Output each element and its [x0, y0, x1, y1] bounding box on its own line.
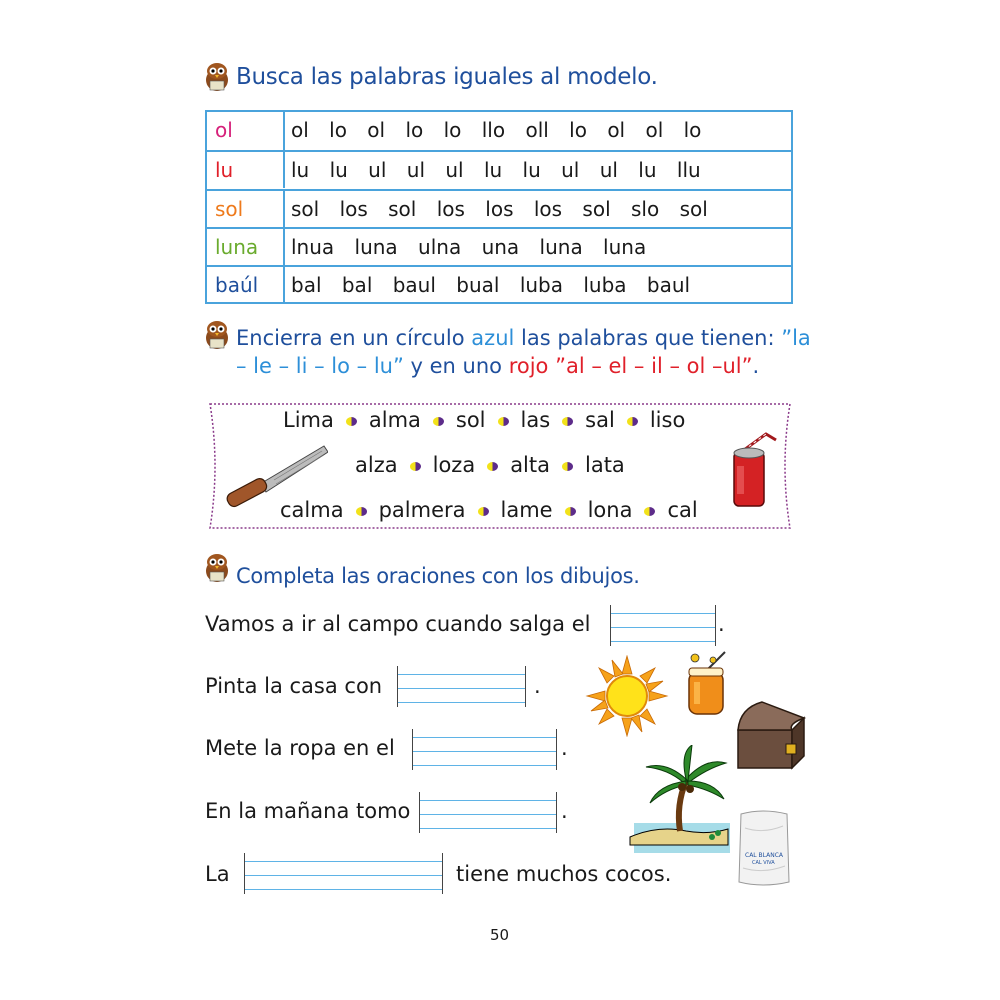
soda-can-icon [726, 432, 782, 512]
sentence-5-end: tiene muchos cocos. [456, 862, 672, 886]
word-list: bal bal baul bual luba luba baul [291, 273, 691, 297]
word-match-table [205, 110, 793, 304]
answer-box-3[interactable] [412, 729, 557, 770]
section3-heading: Completa las oraciones con los dibujos. [236, 564, 640, 588]
section1-heading: Busca las palabras iguales al modelo. [236, 64, 658, 90]
file-tool-icon [224, 442, 328, 508]
model-word: luna [215, 235, 259, 259]
model-word: ol [215, 118, 233, 142]
table-row [207, 150, 791, 188]
sentence-3-end: . [561, 736, 568, 760]
answer-box-5[interactable] [244, 853, 443, 894]
trunk-icon [732, 698, 808, 774]
table-row [207, 189, 791, 227]
owl-icon [203, 553, 231, 583]
word-list: lu lu ul ul ul lu lu ul ul lu llu [291, 158, 701, 182]
sentence-4: En la mañana tomo [205, 799, 411, 823]
owl-icon [203, 62, 231, 92]
sentence-4-end: . [561, 799, 568, 823]
word-list: ol lo ol lo lo llo oll lo ol ol lo [291, 118, 702, 142]
lime-bag-label-2: CAL VIVA [752, 860, 775, 866]
honey-jar-icon [685, 650, 731, 716]
lime-bag-icon [735, 808, 793, 888]
model-word: lu [215, 158, 234, 182]
word-line-2: alza loza alta lata [355, 453, 625, 477]
sun-icon [585, 655, 669, 737]
word-list: lnua luna ulna una luna luna [291, 235, 647, 259]
sentence-1-end: . [718, 612, 725, 636]
section2-instruction-line2: – le – li – lo – lu” y en uno rojo ”al – el – il – ol –ul”. [236, 354, 760, 378]
sentence-5-start: La [205, 862, 230, 886]
model-word: sol [215, 197, 244, 221]
answer-box-1[interactable] [610, 605, 716, 646]
page-number: 50 [490, 926, 510, 944]
sentence-2: Pinta la casa con [205, 674, 383, 698]
table-row [207, 265, 791, 303]
answer-box-2[interactable] [397, 666, 526, 707]
table-row [207, 112, 791, 150]
sentence-1: Vamos a ir al campo cuando salga el [205, 612, 591, 636]
section2-instruction-line1: Encierra en un círculo azul las palabras que tienen: ”la [236, 326, 811, 350]
model-word: baúl [215, 273, 259, 297]
owl-icon [203, 320, 231, 350]
palm-tree-icon [628, 745, 734, 857]
sentence-3: Mete la ropa en el [205, 736, 395, 760]
lime-bag-label-1: CAL BLANCA [745, 852, 784, 859]
word-scroll-frame [206, 402, 794, 530]
word-line-3: calma palmera lame lona cal [280, 498, 698, 522]
answer-box-4[interactable] [419, 792, 557, 833]
word-line-1: Lima alma sol las sal liso [283, 408, 686, 432]
table-row [207, 227, 791, 265]
word-list: sol los sol los los los sol slo sol [291, 197, 708, 221]
sentence-2-end: . [534, 674, 541, 698]
